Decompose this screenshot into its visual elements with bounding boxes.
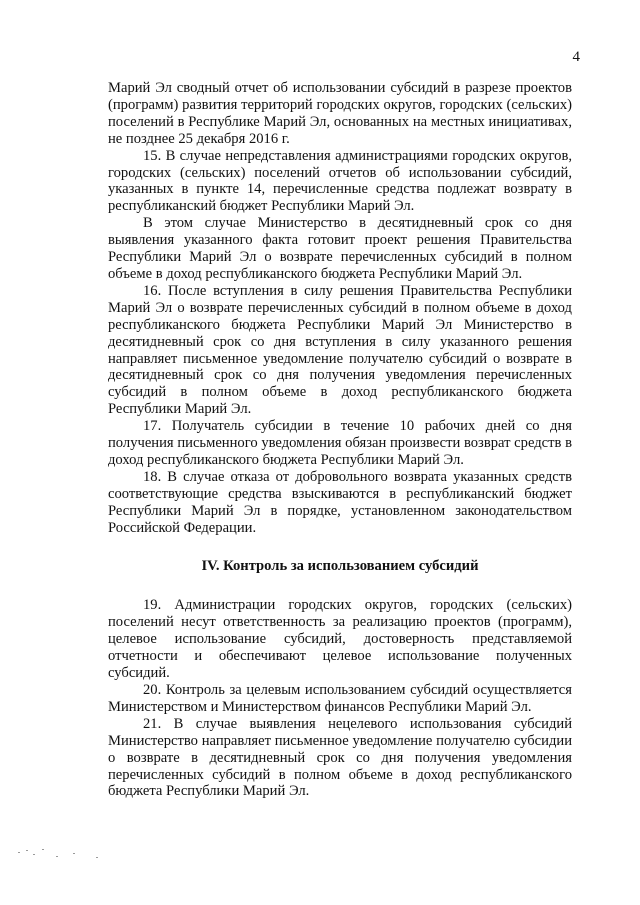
section-heading: IV. Контроль за использованием субсидий [201, 558, 479, 575]
paragraph-item-20: 20. Контроль за целевым использованием субсидий осуществляется Министерством и Министерством финансов Республики Марий Эл. [108, 682, 572, 715]
paragraphs-after-heading [108, 597, 572, 800]
document-body [108, 80, 572, 800]
paragraph-item-15: 15. В случае непредставления администрациями городских округов, городских (сельских) поселений отчетов об использовании субсидий, указанных в пункте 14, перечисленные средства подлежат возврату в республиканский бюджет Республики Марий Эл. [108, 147, 572, 215]
paragraph-item-17: 17. Получатель субсидии в течение 10 рабочих дней со дня получения письменного уведомления обязан произвести возврат средств в доход республиканского бюджета Республики Марий Эл. [108, 418, 572, 468]
scan-artifact-marks [18, 848, 138, 868]
page-number: 4 [572, 49, 580, 65]
paragraph-item-21: 21. В случае выявления нецелевого использования субсидий Министерство направляет письменное уведомление получателю субсидии о возврате в десятидневный срок со дня получения уведомления перечисленных субсидий в полном объеме в доход республиканского бюджета Республики Марий Эл. [108, 715, 572, 800]
paragraphs-before-heading [108, 80, 572, 536]
paragraph-item-19: 19. Администрации городских округов, городских (сельских) поселений несут ответственность за реализацию проектов (программ), целевое использование субсидий, достоверность представляемой отчетности и обеспечивают целевое использование полученных субсидий. [108, 597, 572, 682]
paragraph-continuation: Марий Эл сводный отчет об использовании субсидий в разрезе проектов (программ) развития территорий городских округов, городских (сельских) поселений в Республике Марий Эл, основанных на местных инициативах, не позднее 25 декабря 2016 г. [108, 80, 572, 147]
paragraph-item-15-continued: В этом случае Министерство в десятидневный срок со дня выявления указанного факта готовит проект решения Правительства Республики Марий Эл о возврате перечисленных субсидий в полном объеме в доход республиканского бюджета Республики Марий Эл. [108, 215, 572, 282]
paragraph-item-18: 18. В случае отказа от добровольного возврата указанных средств соответствующие средства взыскиваются в республиканский бюджет Республики Марий Эл в порядке, установленном законодательством Российской Федерации. [108, 468, 572, 536]
paragraph-item-16: 16. После вступления в силу решения Правительства Республики Марий Эл о возврате перечисленных субсидий в полном объеме в доход республиканского бюджета Республики Марий Эл Министерство в десятидневный срок со дня вступления в силу указанного решения направляет письменное уведомление получателю субсидий о возврате в десятидневный срок со дня получения уведомления перечисленных субсидий в полном объеме в доход республиканского бюджета Республики Марий Эл. [108, 282, 572, 418]
